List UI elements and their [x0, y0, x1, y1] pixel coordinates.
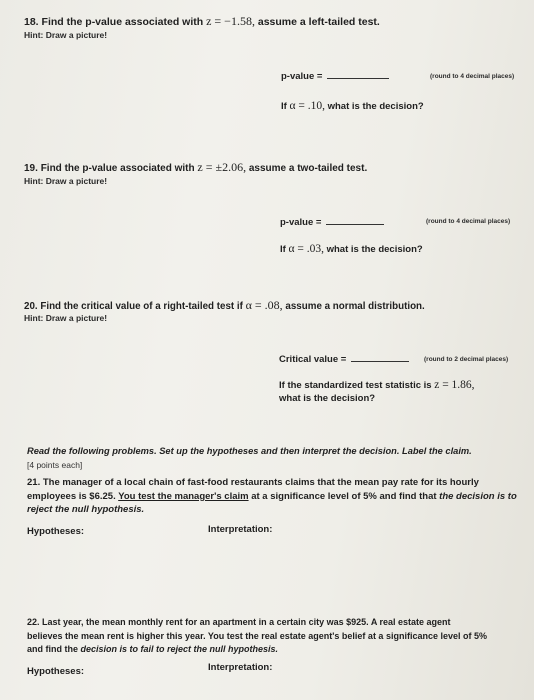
q20-math: α = .08,	[245, 298, 283, 312]
q19-prompt	[24, 160, 367, 175]
q19-decision	[280, 243, 423, 255]
q21-prompt	[27, 476, 527, 517]
q18-answer-blank[interactable]	[327, 78, 389, 79]
q20-prompt	[24, 298, 425, 313]
q20-decision-line1-pre: If the standardized test statistic is	[279, 380, 432, 391]
q18-answer-label: p-value =	[281, 71, 323, 82]
q18-answer-row	[281, 71, 389, 82]
q20-decision-line1	[279, 379, 475, 391]
q19-decision-pre: If	[280, 244, 286, 255]
q21-line1-text: The manager of a local chain of fast-food restaurants claims that the mean pay rate for its hourly	[42, 477, 479, 488]
q19-round-note: (round to 4 decimal places)	[426, 218, 511, 225]
q20-hint: Hint: Draw a picture!	[24, 313, 108, 323]
q21-underlined-claim: You test the manager's claim	[118, 490, 249, 502]
q21-line2	[27, 490, 527, 504]
q18-hint: Hint: Draw a picture!	[24, 30, 108, 40]
q20-text-pre: Find the critical value of a right-tailed test if	[40, 301, 243, 312]
q18-number: 18.	[24, 16, 39, 28]
q20-number: 20.	[24, 301, 38, 312]
q21-line2-post: at a significance level of 5% and find that	[251, 490, 437, 502]
q18-text-pre: Find the p-value associated with	[41, 16, 204, 28]
q20-answer-blank[interactable]	[351, 361, 409, 362]
q22-hypotheses-label: Hypotheses:	[27, 666, 85, 677]
q22-line3-pre: and find the	[27, 644, 78, 654]
q18-decision	[281, 100, 424, 112]
q22-prompt	[27, 616, 527, 657]
section-instructions: Read the following problems. Set up the hypotheses and then interpret the decision. Label the claim.	[27, 446, 472, 456]
q18-text-post: assume a left-tailed test.	[257, 16, 380, 28]
q21-line2-italic: the decision is to	[439, 490, 517, 502]
q19-math: z = ±2.06,	[197, 160, 247, 174]
q18-decision-post: what is the decision?	[327, 101, 424, 112]
q22-line3-italic: decision is to fail to reject the null hypothesis.	[80, 644, 279, 654]
q18-prompt	[24, 14, 380, 29]
q19-hint: Hint: Draw a picture!	[24, 176, 108, 186]
q21-line2-pre: employees is $6.25.	[27, 490, 116, 502]
q22-line1	[27, 616, 527, 630]
q20-answer-label: Critical value =	[279, 354, 347, 365]
q21-number: 21.	[27, 477, 41, 488]
q20-answer-row	[279, 354, 409, 365]
q19-answer-label: p-value =	[280, 217, 322, 228]
q21-interpretation-label: Interpretation:	[208, 524, 273, 535]
q22-line1-text: Last year, the mean monthly rent for an apartment in a certain city was $925. A real estate agent	[42, 617, 451, 627]
points-note: [4 points each]	[27, 460, 83, 470]
q18-math: z = −1.58,	[206, 14, 255, 28]
q21-line1	[27, 476, 527, 490]
q20-round-note: (round to 2 decimal places)	[424, 356, 509, 363]
q19-number: 19.	[24, 163, 38, 174]
q19-answer-row	[280, 217, 384, 228]
q19-decision-math: α = .03,	[288, 243, 324, 255]
q20-text-post: assume a normal distribution.	[285, 301, 425, 312]
q21-hypotheses-label: Hypotheses:	[27, 526, 85, 537]
q20-decision-line1-math: z = 1.86,	[434, 379, 475, 391]
q20-decision-line2: what is the decision?	[279, 393, 376, 404]
q19-decision-post: what is the decision?	[326, 244, 423, 255]
q19-text-post: assume a two-tailed test.	[248, 163, 368, 174]
q19-text-pre: Find the p-value associated with	[40, 163, 195, 174]
q19-answer-blank[interactable]	[326, 224, 384, 225]
q18-decision-pre: If	[281, 101, 287, 112]
q18-decision-math: α = .10,	[289, 100, 325, 112]
q22-line2: believes the mean rent is higher this year. You test the real estate agent's belief at a significance level of 5%	[27, 630, 487, 641]
q22-interpretation-label: Interpretation:	[208, 662, 273, 673]
q22-number: 22.	[27, 617, 40, 627]
q21-line3: reject the null hypothesis.	[27, 504, 145, 515]
q22-line3	[27, 643, 527, 657]
q18-round-note: (round to 4 decimal places)	[430, 73, 515, 80]
